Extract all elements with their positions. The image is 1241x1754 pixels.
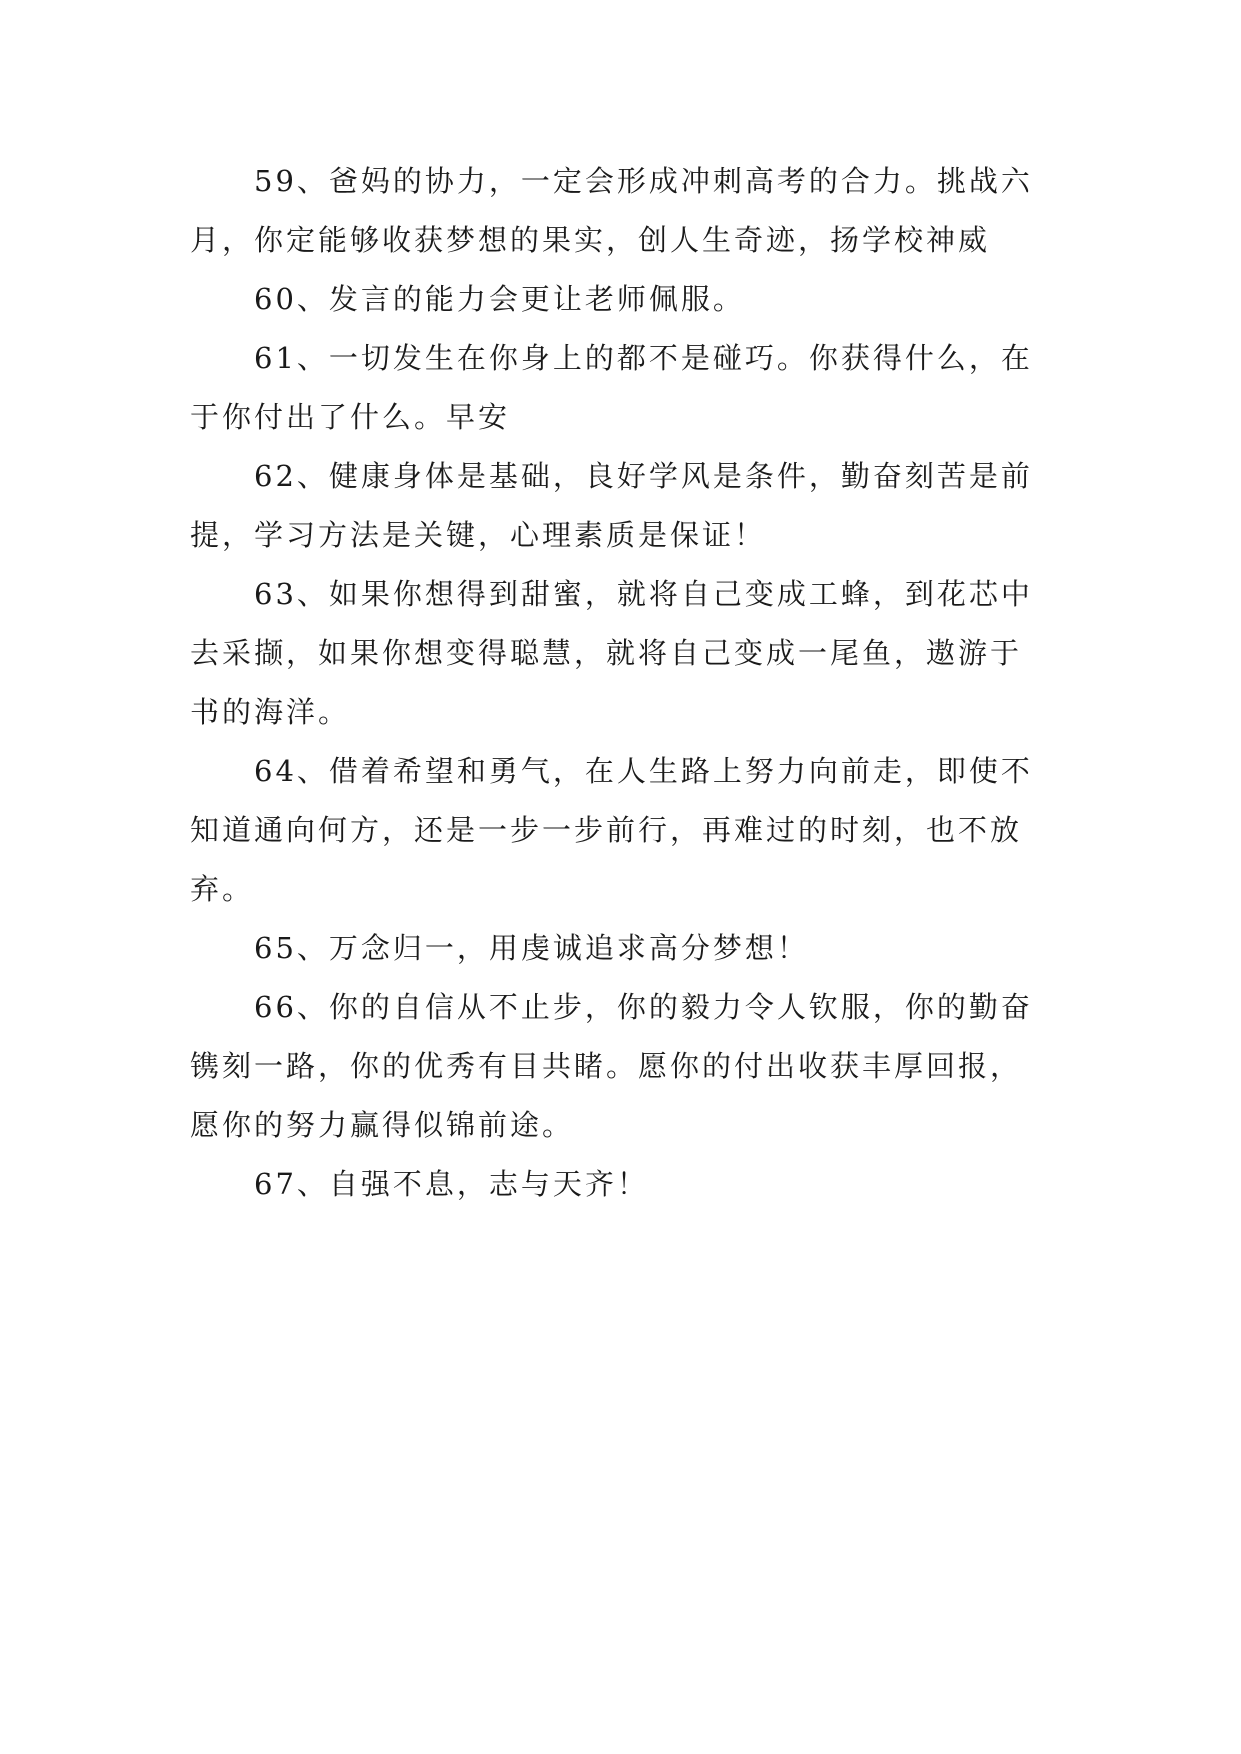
paragraph-62: 62、健康身体是基础，良好学风是条件，勤奋刻苦是前提，学习方法是关键，心理素质是保证！ xyxy=(190,459,1033,552)
paragraph-66: 66、你的自信从不止步，你的毅力令人钦服，你的勤奋镌刻一路，你的优秀有目共睹。愿你的付出收获丰厚回报，愿你的努力赢得似锦前途。 xyxy=(190,990,1033,1142)
paragraph-64: 64、借着希望和勇气，在人生路上努力向前走，即使不知道通向何方，还是一步一步前行，再难过的时刻，也不放弃。 xyxy=(190,754,1033,906)
paragraph-60: 60、发言的能力会更让老师佩服。 xyxy=(254,282,745,316)
paragraph-59: 59、爸妈的协力，一定会形成冲刺高考的合力。挑战六月，你定能够收获梦想的果实，创人生奇迹，扬学校神威 xyxy=(190,164,1033,257)
paragraph-61: 61、一切发生在你身上的都不是碰巧。你获得什么，在于你付出了什么。早安 xyxy=(190,341,1033,434)
paragraph-67: 67、自强不息，志与天齐！ xyxy=(254,1167,649,1201)
paragraph-63: 63、如果你想得到甜蜜，就将自己变成工蜂，到花芯中去采撷，如果你想变得聪慧，就将自己变成一尾鱼，遨游于书的海洋。 xyxy=(190,577,1033,729)
document-body xyxy=(190,152,1050,1214)
paragraph-65: 65、万念归一，用虔诚追求高分梦想！ xyxy=(254,931,809,965)
